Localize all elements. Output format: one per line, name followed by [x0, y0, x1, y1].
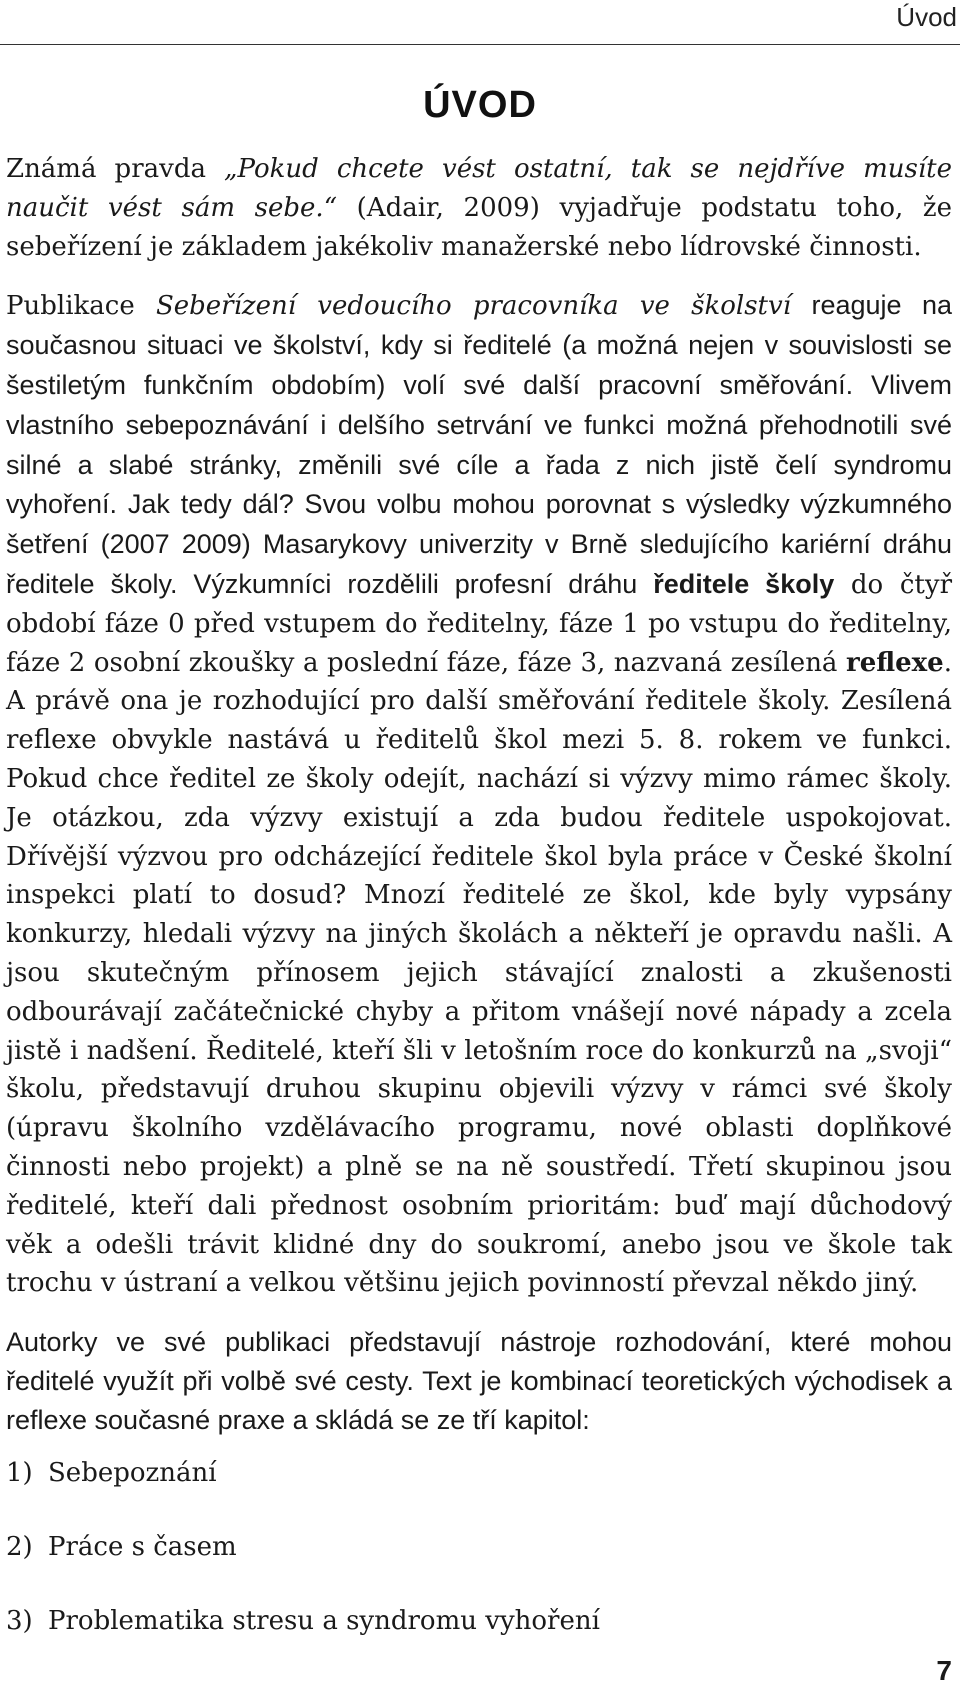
main-paragraph — [6, 286, 952, 1303]
body-text — [6, 150, 952, 1676]
running-head: Úvod — [896, 2, 957, 32]
adair-quote: „Pokud chcete vést ostatní, tak se nejdříve musíte naučit vést sám sebe.“ — [6, 154, 952, 223]
list-item — [6, 1528, 952, 1602]
p2-text-phases: do čtyř období fáze 0 před vstupem do ředitelny, fáze 1 po vstupu do ředitelny, fáze 2 osobní zkoušky a poslední fáze, fáze 3, nazvaná zesílená — [6, 569, 952, 678]
p2-text-end: . A právě ona je rozhodující pro další směřování ředitele školy. Zesílená reflexe obvykle nastává u ředitelů škol mezi 5. 8. rokem ve funkci. Pokud chce ředitel ze školy odejít, nachází si výzvy mimo rámec školy. Je otázkou, zda výzvy existují a zda budou ředitele uspokojovat. Dřívější výzvou pro odcházející ředitele škol byla práce v České školní inspekci platí to dosud? Mnozí ředitelé ze škol, kde byly vypsány konkurzy, hledali výzvy na jiných školách a někteří je opravdu našli. A jsou skutečným přínosem jejich stávající znalosti a zkušenosti odbourávají začátečnické chyby a přitom vnášejí nové nápady a zcela jistě i nadšení. Ředitelé, kteří šli v letošním roce do konkurzů na „svoji“ školu, představují druhou skupinu objevili výzvy v rámci své školy (úpravu školního vzdělávacího programu, nové oblasti doplňkové činnosti nebo projekt) a plně se na ně soustředí. Třetí skupinou jsou ředitelé, kteří dali přednost osobním prioritám: buď mají důchodový věk a odešli trávit klidné dny do soukromí, anebo jsou ve škole tak trochu v ústraní a velkou většinu jejich povinností převzal někdo jiný. — [6, 647, 952, 1299]
header-rule — [0, 44, 960, 45]
p1-text-start: Známá pravda — [6, 154, 225, 184]
opening-paragraph — [6, 150, 952, 266]
page-number: 7 — [936, 1655, 952, 1686]
p2-text-body: reaguje na současnou situaci ve školství, kdy si ředitelé (a možná nejen v souvislosti se šestiletým funkčním obdobím) volí své další pracovní směřování. Vlivem vlastního sebepoznávání i delšího setrvání ve funkci možná přehodnotili své silné a slabé stránky, změnili své cíle a řada z nich jistě čelí syndromu vyhoření. Jak tedy dál? Svou volbu mohou porovnat s výsledky výzkumného šetření (2007 2009) Masarykovy univerzity v Brně sledujícího kariérní dráhu ředitele školy. Výzkumníci rozdělili profesní dráhu — [6, 290, 953, 599]
list-item — [6, 1602, 952, 1676]
bold-ředitele-školy: ředitele školy — [653, 568, 835, 599]
p1-text-rest: (Adair, 2009) vyjadřuje podstatu toho, že sebeřízení je základem jakékoliv manažerské nebo lídrovské činnosti. — [6, 192, 952, 262]
summary-paragraph: Autorky ve své publikaci představují nástroje rozhodování, které mohou ředitelé využít při volbě své cesty. Text je kombinací teoretických východisek a reflexe současné praxe a skládá se ze tří kapitol: — [6, 1327, 952, 1435]
list-item-label: Práce s časem — [48, 1531, 237, 1562]
list-item-number: 3) — [6, 1605, 33, 1636]
list-item — [6, 1454, 952, 1528]
p2-text-start: Publikace — [6, 291, 156, 322]
chapter-title: ÚVOD — [423, 84, 537, 126]
publication-title: Sebeřízení vedoucího pracovníka ve školství — [155, 291, 792, 322]
chapter-list — [6, 1454, 952, 1676]
list-item-label: Sebepoznání — [48, 1457, 217, 1488]
list-item-label: Problematika stresu a syndromu vyhoření — [48, 1605, 600, 1636]
bold-reflexe: reflexe — [846, 647, 944, 678]
list-item-number: 1) — [6, 1457, 33, 1488]
list-item-number: 2) — [6, 1531, 33, 1562]
